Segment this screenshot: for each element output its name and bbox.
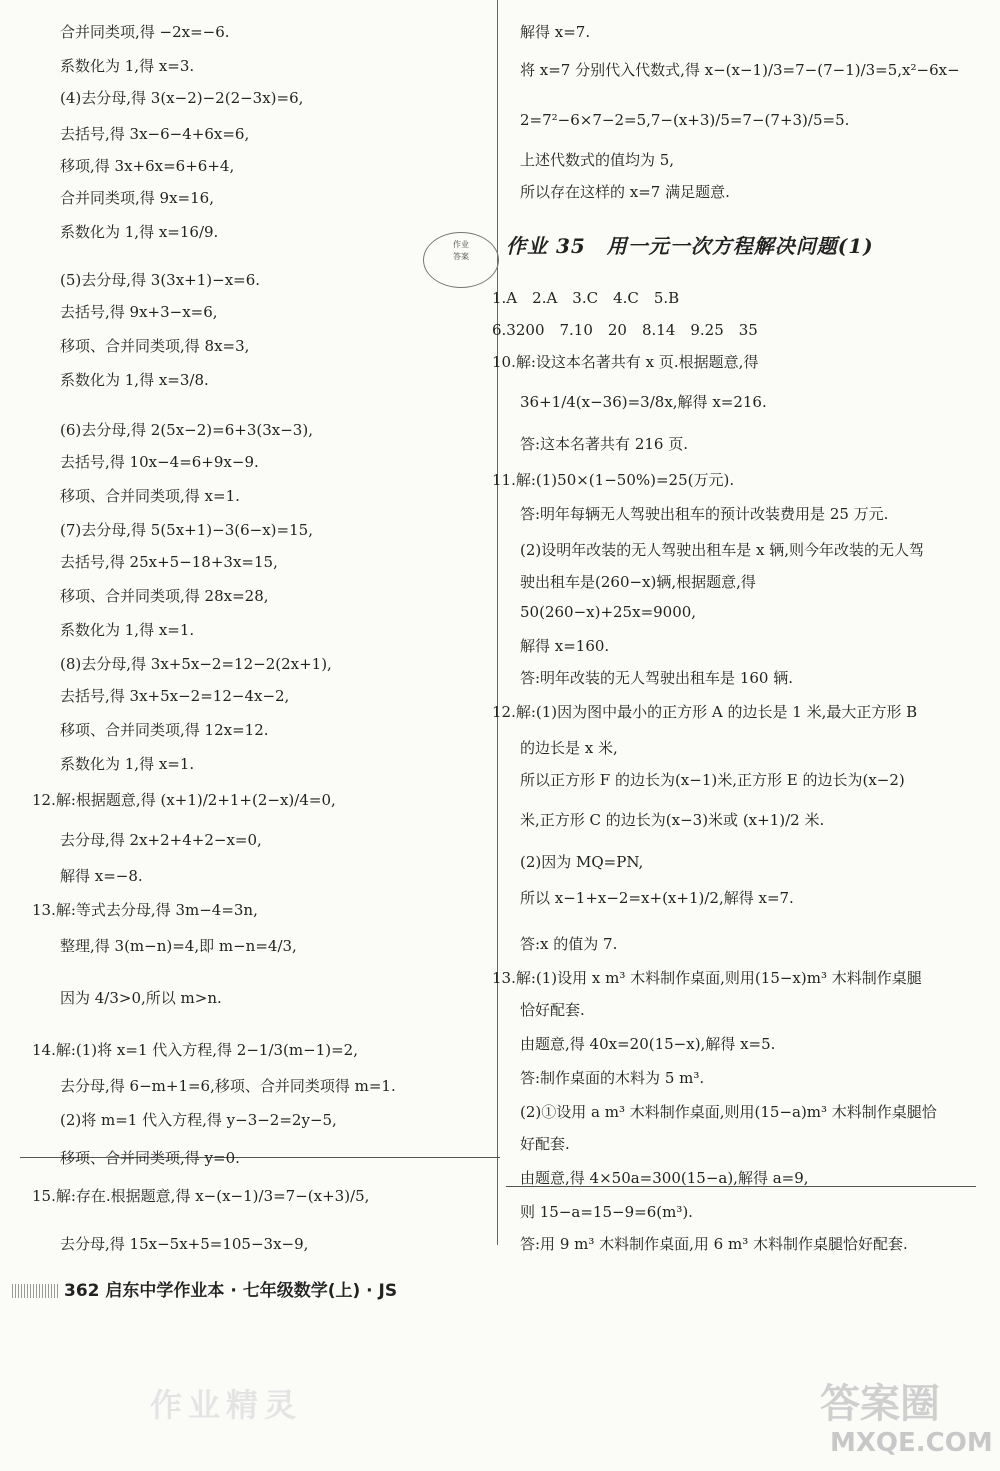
right-column-bottom-line: 由题意,得 40x=20(15−x),解得 x=5. — [520, 1035, 776, 1053]
left-column-line: (6)去分母,得 2(5x−2)=6+3(3x−3), — [60, 421, 313, 439]
left-column-line: (8)去分母,得 3x+5x−2=12−2(2x+1), — [60, 655, 332, 673]
left-column-line: 合并同类项,得 −2x=−6. — [60, 23, 230, 41]
right-column-bottom-line: 所以正方形 F 的边长为(x−1)米,正方形 E 的边长为(x−2) — [520, 771, 905, 789]
right-column-bottom-line: 10.解:设这本名著共有 x 页.根据题意,得 — [492, 353, 759, 371]
page-footer — [12, 1276, 397, 1301]
left-column-line: 去括号,得 9x+3−x=6, — [60, 303, 218, 321]
left-column-line: 移项、合并同类项,得 8x=3, — [60, 337, 250, 355]
right-column-bottom-line: (2)设明年改装的无人驾驶出租车是 x 辆,则今年改装的无人驾 — [520, 541, 925, 559]
right-column-bottom-line: 的边长是 x 米, — [520, 739, 618, 757]
left-column-line: 移项,得 3x+6x=6+6+4, — [60, 157, 235, 175]
left-column-line: 移项、合并同类项,得 12x=12. — [60, 721, 269, 739]
footer-text: 362 启东中学作业本 · 七年级数学(上) · JS — [64, 1281, 398, 1301]
stamp — [423, 232, 499, 288]
left-column-line: 去分母,得 15x−5x+5=105−3x−9, — [60, 1235, 309, 1253]
right-column-bottom-line: 驶出租车是(260−x)辆,根据题意,得 — [520, 573, 756, 591]
left-column-line: (5)去分母,得 3(3x+1)−x=6. — [60, 271, 261, 289]
stamp-text-1: 作业 — [453, 240, 469, 249]
left-column-line: (4)去分母,得 3(x−2)−2(2−3x)=6, — [60, 89, 304, 107]
left-column-line: 因为 4/3>0,所以 m>n. — [60, 989, 222, 1007]
right-column-bottom-line: 12.解:(1)因为图中最小的正方形 A 的边长是 1 米,最大正方形 B — [492, 703, 918, 721]
left-column-line: (7)去分母,得 5(5x+1)−3(6−x)=15, — [60, 521, 313, 539]
right-column-bottom-line: 由题意,得 4×50a=300(15−a),解得 a=9, — [520, 1169, 809, 1187]
right-column-bottom-line: 6.3200 7.10 20 8.14 9.25 35 — [492, 321, 758, 339]
left-column-line: 去括号,得 3x−6−4+6x=6, — [60, 125, 250, 143]
left-column-line: 13.解:等式去分母,得 3m−4=3n, — [32, 901, 258, 919]
right-column-bottom-line: 答:明年改装的无人驾驶出租车是 160 辆. — [520, 669, 793, 687]
right-column-bottom-line: 答:明年每辆无人驾驶出租车的预计改装费用是 25 万元. — [520, 505, 889, 523]
left-column-line: (2)将 m=1 代入方程,得 y−3−2=2y−5, — [60, 1111, 337, 1129]
left-column-line: 移项、合并同类项,得 28x=28, — [60, 587, 269, 605]
section-title: 作业 35 用一元一次方程解决问题(1) — [506, 234, 874, 258]
left-column-line: 15.解:存在.根据题意,得 x−(x−1)/3=7−(x+3)/5, — [32, 1187, 370, 1205]
right-column-bottom-line: 解得 x=160. — [520, 637, 610, 655]
right-column-bottom-line: 答:x 的值为 7. — [520, 935, 618, 953]
left-column-line: 系数化为 1,得 x=1. — [60, 621, 195, 639]
right-column-bottom-line: 13.解:(1)设用 x m³ 木料制作桌面,则用(15−x)m³ 木料制作桌腿 — [492, 969, 922, 987]
right-column-top-line: 将 x=7 分别代入代数式,得 x−(x−1)/3=7−(7−1)/3=5,x²−6x− — [520, 61, 960, 79]
right-column-bottom-line: 11.解:(1)50×(1−50%)=25(万元). — [492, 471, 735, 489]
left-column-line: 14.解:(1)将 x=1 代入方程,得 2−1/3(m−1)=2, — [32, 1041, 358, 1059]
right-column-bottom-line: 1.A 2.A 3.C 4.C 5.B — [492, 289, 680, 307]
left-column-line: 解得 x=−8. — [60, 867, 143, 885]
left-column-line: 系数化为 1,得 x=3/8. — [60, 371, 209, 389]
right-column-bottom-line: (2)①设用 a m³ 木料制作桌面,则用(15−a)m³ 木料制作桌腿恰 — [520, 1103, 937, 1121]
watermark-1: 作业精灵 — [150, 1386, 303, 1424]
right-column-bottom-line: 恰好配套. — [520, 1001, 585, 1019]
stamp-text-2: 答案 — [453, 252, 469, 261]
left-column-line: 整理,得 3(m−n)=4,即 m−n=4/3, — [60, 937, 297, 955]
watermark-2: 答案圈 — [820, 1381, 940, 1427]
left-column-line: 系数化为 1,得 x=1. — [60, 755, 195, 773]
right-column-top-line: 所以存在这样的 x=7 满足题意. — [520, 183, 730, 201]
watermark-3: MXQE.COM — [830, 1428, 993, 1458]
left-column-line: 去括号,得 25x+5−18+3x=15, — [60, 553, 278, 571]
right-column-bottom-line: 所以 x−1+x−2=x+(x+1)/2,解得 x=7. — [520, 889, 794, 907]
column-divider — [497, 0, 498, 1245]
left-column-line: 去括号,得 10x−4=6+9x−9. — [60, 453, 259, 471]
right-column-bottom-line: 答:用 9 m³ 木料制作桌面,用 6 m³ 木料制作桌腿恰好配套. — [520, 1235, 908, 1253]
left-column-line: 合并同类项,得 9x=16, — [60, 189, 214, 207]
right-column-bottom-line: 米,正方形 C 的边长为(x−3)米或 (x+1)/2 米. — [520, 811, 825, 829]
right-column-bottom-line: 36+1/4(x−36)=3/8x,解得 x=216. — [520, 393, 767, 411]
right-column-bottom-line: 好配套. — [520, 1135, 570, 1153]
footer-hatch — [12, 1284, 58, 1298]
left-column-line: 去分母,得 6−m+1=6,移项、合并同类项得 m=1. — [60, 1077, 396, 1095]
right-column-top-line: 解得 x=7. — [520, 23, 591, 41]
right-column-bottom-line: 50(260−x)+25x=9000, — [520, 603, 697, 621]
right-column-bottom-line: 答:这本名著共有 216 页. — [520, 435, 688, 453]
right-column-top-line: 2=7²−6×7−2=5,7−(x+3)/5=7−(7+3)/5=5. — [520, 111, 850, 129]
left-column-line: 移项、合并同类项,得 x=1. — [60, 487, 240, 505]
right-column-bottom-line: 答:制作桌面的木料为 5 m³. — [520, 1069, 705, 1087]
right-column-bottom-line: (2)因为 MQ=PN, — [520, 853, 644, 871]
left-column-line: 系数化为 1,得 x=3. — [60, 57, 195, 75]
left-column-line: 去分母,得 2x+2+4+2−x=0, — [60, 831, 262, 849]
left-column-line: 12.解:根据题意,得 (x+1)/2+1+(2−x)/4=0, — [32, 791, 336, 809]
right-column-bottom-line: 则 15−a=15−9=6(m³). — [520, 1203, 693, 1221]
left-column-line: 系数化为 1,得 x=16/9. — [60, 223, 219, 241]
left-column-line: 移项、合并同类项,得 y=0. — [60, 1149, 240, 1167]
left-column-line: 去括号,得 3x+5x−2=12−4x−2, — [60, 687, 290, 705]
right-column-top-line: 上述代数式的值均为 5, — [520, 151, 675, 169]
